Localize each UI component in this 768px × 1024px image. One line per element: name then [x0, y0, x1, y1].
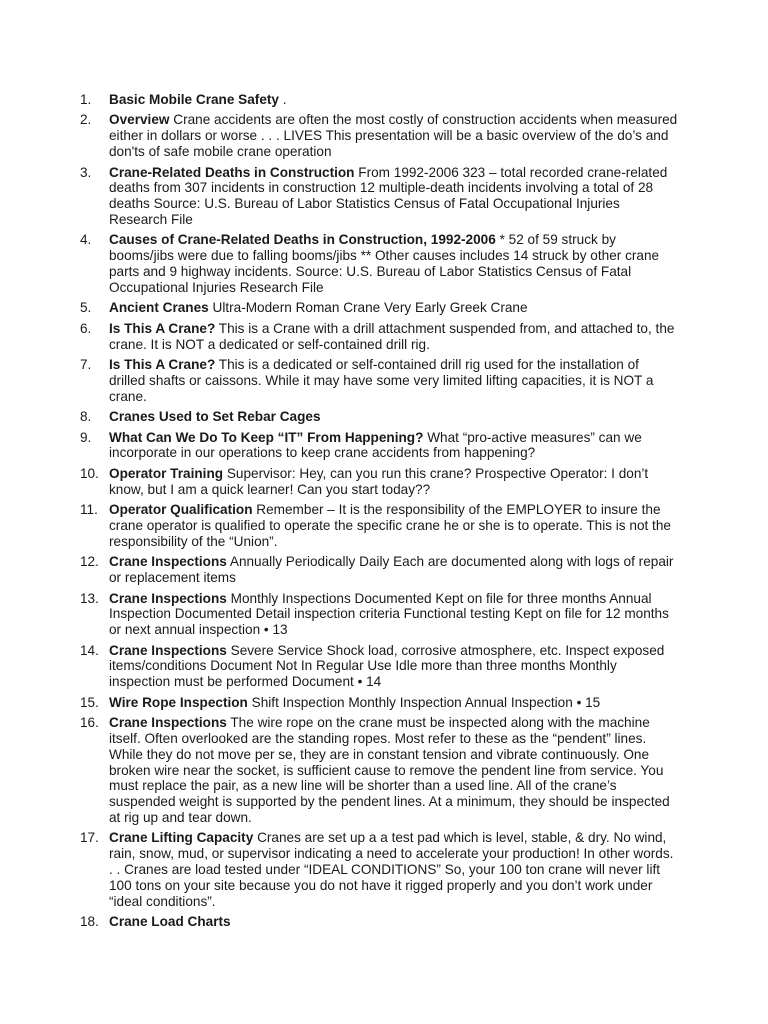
- list-item: [80, 502, 678, 549]
- item-text: Remember – It is the responsibility of the EMPLOYER to insure the crane operator is qualified to operate the specific crane he or she is to operate. This is not the responsibility of the “Union”.: [109, 502, 671, 549]
- list-item: [80, 112, 678, 159]
- list-item: [80, 232, 678, 295]
- item-number: 14.: [80, 642, 99, 658]
- item-body: [109, 554, 678, 586]
- item-heading: Operator Qualification: [109, 502, 253, 518]
- list-item: [80, 321, 678, 353]
- item-text: This is a Crane with a drill attachment suspended from, and attached to, the crane. It is NOT a dedicated or self-contained drill rig.: [109, 320, 675, 352]
- item-number: 17.: [80, 830, 99, 846]
- item-body: [109, 591, 678, 638]
- item-heading: Causes of Crane-Related Deaths in Construction, 1992-2006: [109, 232, 496, 248]
- item-heading: Crane Inspections: [109, 590, 227, 606]
- item-text: Shift Inspection Monthly Inspection Annual Inspection • 15: [251, 694, 601, 710]
- item-heading: Is This A Crane?: [109, 320, 216, 336]
- item-number: 7.: [80, 357, 92, 373]
- item-heading: Overview: [109, 112, 170, 128]
- item-text: .: [282, 92, 287, 107]
- item-number: 8.: [80, 409, 92, 425]
- item-text: Supervisor: Hey, can you run this crane? Prospective Operator: I don’t know, but I am a quick learner! Can you start today??: [109, 465, 649, 497]
- item-text: Crane accidents are often the most costly of construction accidents when measured either in dollars or worse . . . LIVES This presentation will be a basic overview of the do’s and don'ts of safe mobile crane operation: [109, 112, 678, 160]
- item-body: [109, 321, 678, 353]
- item-text: From 1992-2006 323 – total recorded crane-related deaths from 307 incidents in construction 12 multiple-death incidents involving a total of 28 deaths Source: U.S. Bureau of Labor Statistics Census of Fatal Occupational Injuries Research File: [109, 164, 668, 227]
- item-heading: Ancient Cranes: [109, 300, 209, 316]
- slide-outline-list: [80, 92, 678, 930]
- item-number: 13.: [80, 590, 99, 606]
- item-text: The wire rope on the crane must be inspected along with the machine itself. Often overlooked are the standing ropes. Most refer to these as the “pendent” lines. While they do not move per se, they are in constant tension and vibrate continuously. One broken wire near the socket, is sufficient cause to remove the pendent line from service. You must replace the pair, as a new line will be shorter than a used line. All of the crane’s suspended weight is supported by the pendent lines. At a minimum, they should be inspected at rig up and tear down.: [109, 715, 670, 825]
- item-body: [109, 914, 678, 930]
- item-body: [109, 430, 678, 462]
- item-body: [109, 357, 678, 404]
- item-heading: Operator Training: [109, 465, 224, 481]
- item-body: [109, 502, 678, 549]
- list-item: [80, 466, 678, 498]
- item-number: 3.: [80, 164, 92, 180]
- item-body: [109, 112, 678, 159]
- list-item: [80, 165, 678, 228]
- item-number: 15.: [80, 694, 99, 710]
- list-item: [80, 643, 678, 690]
- item-text: Severe Service Shock load, corrosive atmosphere, etc. Inspect exposed items/conditions Document Not In Regular Use Idle more than three months Monthly inspection must be performed Document • 14: [109, 642, 665, 690]
- item-text: This is a dedicated or self-contained drill rig used for the installation of drilled shafts or caissons. While it may have some very limited lifting capacities, it is NOT a crane.: [109, 357, 654, 404]
- item-number: 9.: [80, 429, 92, 445]
- item-body: [109, 92, 678, 108]
- list-item: [80, 554, 678, 586]
- item-body: [109, 695, 678, 711]
- item-heading: Is This A Crane?: [109, 357, 216, 373]
- item-body: [109, 232, 678, 295]
- item-number: 10.: [80, 465, 99, 481]
- item-body: [109, 466, 678, 498]
- item-number: 1.: [80, 92, 92, 107]
- item-number: 5.: [80, 300, 92, 316]
- list-item: [80, 92, 678, 108]
- list-item: [80, 830, 678, 909]
- item-heading: Cranes Used to Set Rebar Cages: [109, 409, 321, 425]
- item-text: Annually Periodically Daily Each are documented along with logs of repair or replacement items: [109, 554, 674, 586]
- item-heading: Crane Inspections: [109, 715, 227, 731]
- item-number: 12.: [80, 554, 99, 570]
- item-text: Monthly Inspections Documented Kept on file for three months Annual Inspection Documented Detail inspection criteria Functional testing Kept on file for 12 months or next annual inspection • 13: [109, 590, 669, 638]
- item-number: 16.: [80, 715, 99, 731]
- list-item: [80, 914, 678, 930]
- item-heading: Crane Lifting Capacity: [109, 830, 254, 846]
- item-text: Cranes are set up a a test pad which is level, stable, & dry. No wind, rain, snow, mud, or supervisor indicating a need to accelerate your production! In other words. . . Cranes are load tested under “IDEAL CONDITIONS” So, your 100 ton crane will never lift 100 tons on your site because you do not have it rigged properly and you don’t work under “ideal conditions”.: [109, 830, 674, 909]
- item-text: What “pro-active measures” can we incorporate in our operations to keep crane accidents from happening?: [109, 429, 642, 461]
- item-number: 6.: [80, 320, 92, 336]
- list-item: [80, 430, 678, 462]
- item-body: [109, 643, 678, 690]
- list-item: [80, 300, 678, 316]
- item-heading: What Can We Do To Keep “IT” From Happening?: [109, 429, 424, 445]
- list-item: [80, 695, 678, 711]
- list-item: [80, 357, 678, 404]
- item-text: * 52 of 59 struck by booms/jibs were due to falling booms/jibs ** Other causes includes 14 struck by other crane parts and 9 highway incidents. Source: U.S. Bureau of Labor Statistics Census of Fatal Occupational Injuries Research File: [109, 232, 660, 295]
- item-heading: Wire Rope Inspection: [109, 694, 248, 710]
- item-body: [109, 830, 678, 909]
- item-number: 4.: [80, 232, 92, 248]
- item-heading: Crane Inspections: [109, 554, 227, 570]
- list-item: [80, 591, 678, 638]
- list-item: [80, 409, 678, 425]
- item-body: [109, 409, 678, 425]
- item-heading: Crane Inspections: [109, 642, 227, 658]
- item-number: 18.: [80, 914, 99, 930]
- item-heading: Basic Mobile Crane Safety: [109, 92, 279, 107]
- item-number: 2.: [80, 112, 92, 128]
- item-text: Ultra-Modern Roman Crane Very Early Greek Crane: [212, 300, 528, 316]
- item-heading: Crane Load Charts: [109, 914, 231, 930]
- item-heading: Crane-Related Deaths in Construction: [109, 164, 355, 180]
- item-body: [109, 165, 678, 228]
- item-number: 11.: [80, 502, 98, 518]
- item-body: [109, 715, 678, 826]
- item-body: [109, 300, 678, 316]
- list-item: [80, 715, 678, 826]
